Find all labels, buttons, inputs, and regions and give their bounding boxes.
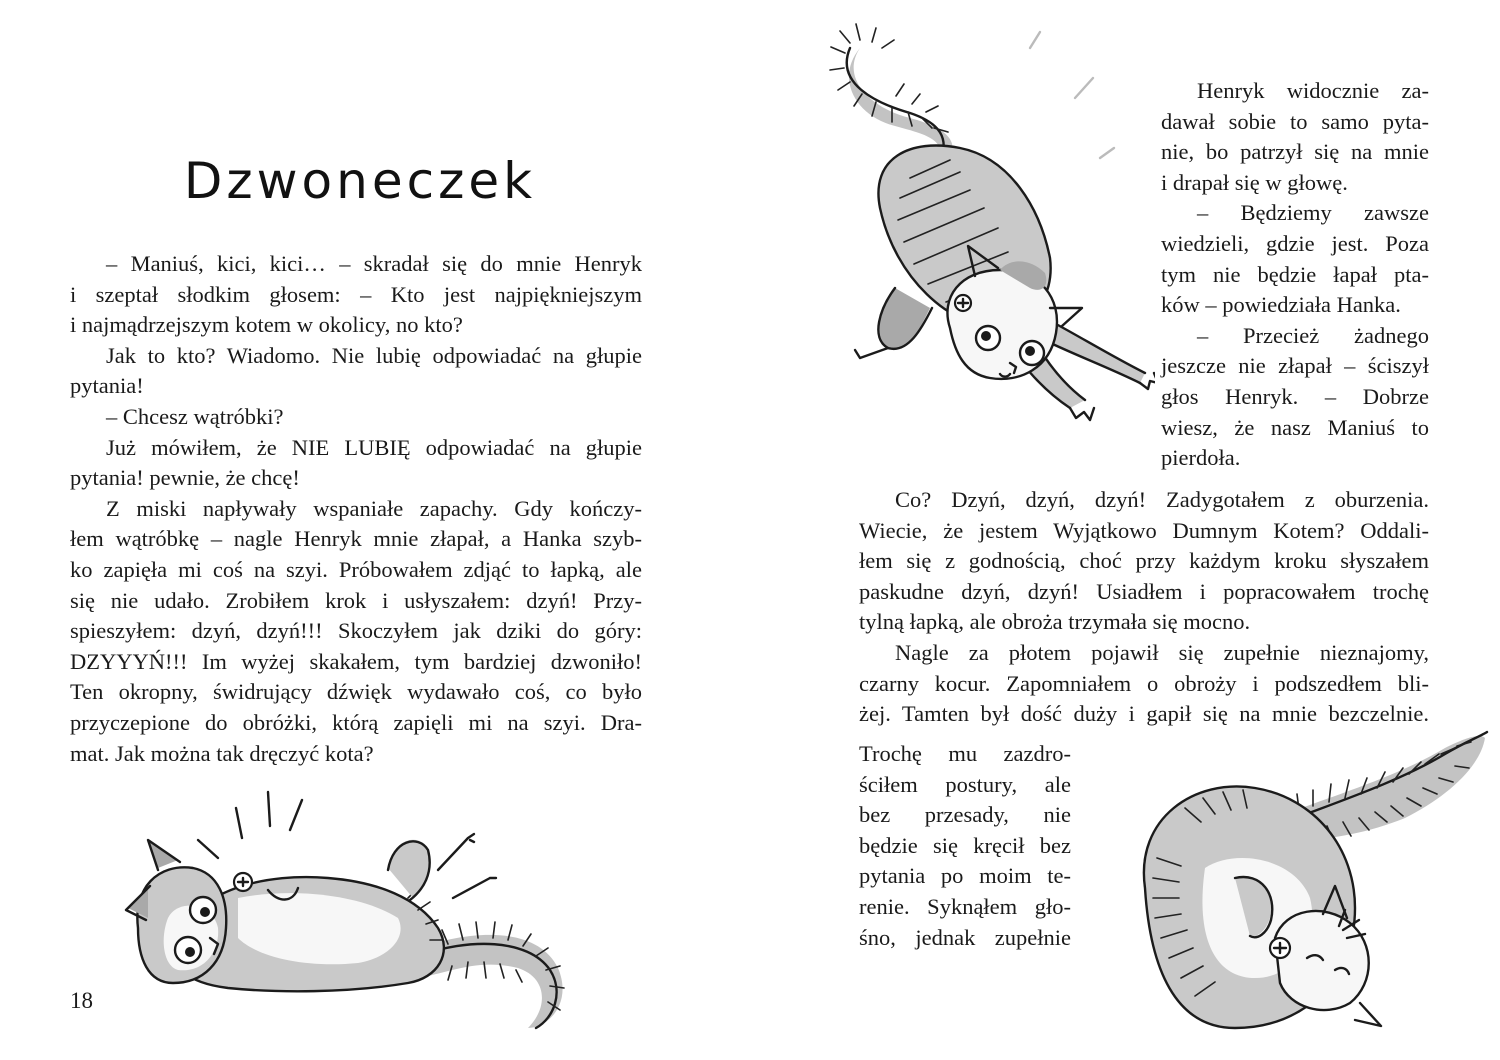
text-line: czarny kocur. Zapomniałem o obroży i podszedłem bli-: [859, 670, 1429, 696]
cat-lying-illustration: [118, 778, 598, 1048]
text-line: dawał sobie to samo pyta-: [1161, 108, 1429, 134]
text-line: łem wątróbkę – nagle Henryk mnie złapał, a Hanka szyb-: [70, 526, 642, 552]
text-line: Już mówiłem, że NIE LUBIĘ odpowiadać na głupie: [106, 434, 642, 460]
text-line: nie, bo patrzył się na mnie: [1161, 139, 1429, 165]
text-line: głos Henryk. – Dobrze: [1161, 383, 1429, 409]
cat-stretching-illustration: [800, 8, 1155, 458]
right-page-text-narrow: [859, 739, 1071, 953]
text-line: spieszyłem: dzyń, dzyń!!! Skoczyłem jak dziki do góry:: [70, 618, 642, 644]
text-line: łem się z godnością, choć przy każdym kroku słyszałem: [859, 548, 1429, 574]
text-line: śno, jednak zupełnie: [859, 924, 1071, 950]
text-line: Nagle za płotem pojawił się zupełnie nieznajomy,: [895, 639, 1429, 665]
text-line: wiedzieli, gdzie jest. Poza: [1161, 230, 1429, 256]
text-line: – Będziemy zawsze: [1197, 200, 1429, 226]
text-line: – Maniuś, kici, kici… – skradał się do mnie Henryk: [106, 251, 642, 276]
text-line: Ten okropny, świdrujący dźwięk wydawało coś, co było: [70, 679, 642, 705]
right-page-text-top: [1161, 76, 1429, 474]
text-line: pytania!: [70, 373, 144, 399]
text-line: i szeptał słodkim głosem: – Kto jest najpiękniejszym: [70, 281, 642, 307]
cat-curled-illustration: [1085, 708, 1497, 1053]
right-page-text-full: [859, 485, 1429, 730]
text-line: renie. Syknąłem gło-: [859, 893, 1071, 919]
text-line: Wiecie, że jestem Wyjątkowo Dumnym Kotem? Oddali-: [859, 517, 1429, 543]
text-line: i drapał się w głowę.: [1161, 169, 1348, 195]
text-line: przyczepione do obróżki, którą zapięli mi na szyi. Dra-: [70, 709, 642, 735]
cat-lying-drawing: [118, 778, 598, 1048]
text-line: Jak to kto? Wiadomo. Nie lubię odpowiadać na głupie: [106, 342, 642, 368]
text-line: żej. Tamten był dość duży i gapił się na mnie bezczelnie.: [859, 701, 1429, 727]
text-line: paskudne dzyń, dzyń! Usiadłem i popracowałem trochę: [859, 578, 1429, 604]
text-line: jeszcze nie złapał – ściszył: [1161, 353, 1429, 379]
text-line: – Chcesz wątróbki?: [106, 403, 284, 429]
chapter-title: Dzwoneczek: [183, 151, 537, 210]
text-line: pytania! pewnie, że chcę!: [70, 465, 300, 491]
text-line: wiesz, że nasz Maniuś to: [1161, 414, 1429, 440]
left-page-text: [70, 249, 642, 769]
text-line: ściłem postury, ale: [859, 771, 1071, 797]
text-line: ków – powiedziała Hanka.: [1161, 292, 1401, 318]
text-line: mat. Jak można tak dręczyć kota?: [70, 740, 374, 766]
text-line: będzie się kręcił bez: [859, 832, 1071, 858]
text-line: bez przesady, nie: [859, 802, 1071, 828]
cat-stretching-drawing: [800, 8, 1155, 458]
text-line: pierdoła.: [1161, 445, 1241, 471]
text-line: tylną łapką, ale obroża trzymała się mocno.: [859, 609, 1251, 635]
text-line: tym nie będzie łapał pta-: [1161, 261, 1429, 287]
cat-curled-drawing: [1085, 708, 1497, 1053]
text-line: Z miski napływały wspaniałe zapachy. Gdy kończy-: [106, 495, 642, 521]
text-line: Trochę mu zazdro-: [859, 741, 1071, 766]
text-line: i najmądrzejszym kotem w okolicy, no kto?: [70, 312, 463, 338]
text-line: się nie udało. Zrobiłem krok i usłyszałem: dzyń! Przy-: [70, 587, 642, 613]
right-page: [750, 0, 1500, 1060]
text-line: DZYYYŃ!!! Im wyżej skakałem, tym bardziej dzwoniło!: [70, 648, 642, 674]
text-line: – Przecież żadnego: [1197, 322, 1429, 348]
text-line: Co? Dzyń, dzyń, dzyń! Zadygotałem z oburzenia.: [895, 487, 1429, 512]
page-number: 18: [70, 988, 93, 1013]
text-line: ko zapięła mi coś na szyi. Próbowałem zdjąć to łapką, ale: [70, 556, 642, 582]
text-line: Henryk widocznie za-: [1197, 78, 1429, 103]
text-line: pytania po moim te-: [859, 863, 1071, 889]
